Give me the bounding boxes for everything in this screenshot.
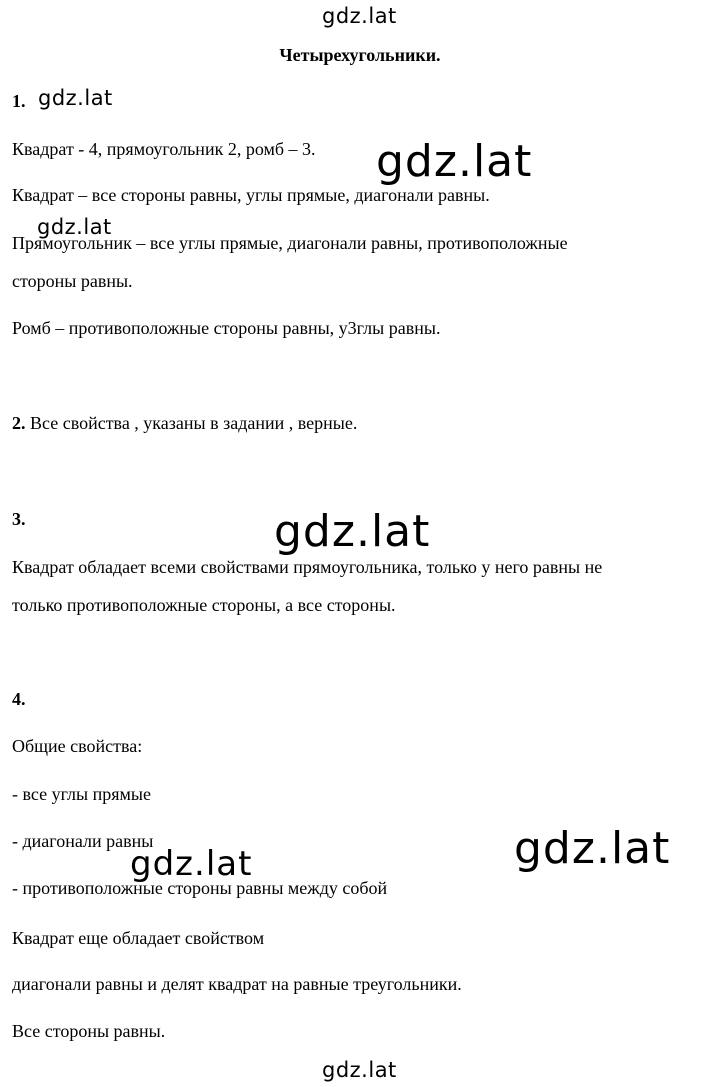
task-4-line-1: Общие свойства:: [12, 736, 143, 756]
task-1-line-1: Квадрат - 4, прямоугольник 2, ромб – 3.: [12, 139, 316, 159]
task-1-number: 1.: [12, 91, 26, 111]
task-1-line-5: Ромб – противоположные стороны равны, у3глы равны.: [12, 318, 441, 338]
task-1-line-2: Квадрат – все стороны равны, углы прямые, диагонали равны.: [12, 185, 490, 205]
watermark-top: gdz.lat: [322, 4, 397, 28]
task-3-number: 3.: [12, 509, 26, 529]
task-4-line-3: - диагонали равны: [12, 831, 154, 851]
task-4-line-6: диагонали равны и делят квадрат на равные треугольники.: [12, 974, 462, 994]
task-2-number: 2.: [12, 413, 26, 433]
page-title: Четырехугольники.: [279, 45, 441, 65]
task-3-line-1: Квадрат обладает всеми свойствами прямоугольника, только у него равны не: [12, 557, 603, 577]
task-4-line-2: - все углы прямые: [12, 784, 152, 804]
task-1-line-4: стороны равны.: [12, 271, 133, 291]
task-1-line-3: Прямоугольник – все углы прямые, диагонали равны, противоположные: [12, 233, 568, 253]
watermark-small-1: gdz.lat: [38, 86, 113, 110]
task-4-line-4: - противоположные стороны равны между собой: [12, 878, 388, 898]
task-4-line-5: Квадрат еще обладает свойством: [12, 928, 265, 948]
watermark-bottom: gdz.lat: [322, 1058, 397, 1082]
watermark-large-2: gdz.lat: [274, 506, 431, 557]
task-3-line-2: только противоположные стороны, а все стороны.: [12, 595, 396, 615]
task-2-text: Все свойства , указаны в задании , верные.: [25, 413, 358, 433]
watermark-small-2: gdz.lat: [37, 215, 112, 239]
task-2: [12, 412, 357, 434]
watermark-medium: gdz.lat: [130, 845, 256, 883]
watermark-large-3: gdz.lat: [514, 823, 671, 874]
watermark-large-1: gdz.lat: [376, 136, 533, 187]
task-4-line-7: Все стороны равны.: [12, 1021, 166, 1041]
task-4-number: 4.: [12, 689, 26, 709]
